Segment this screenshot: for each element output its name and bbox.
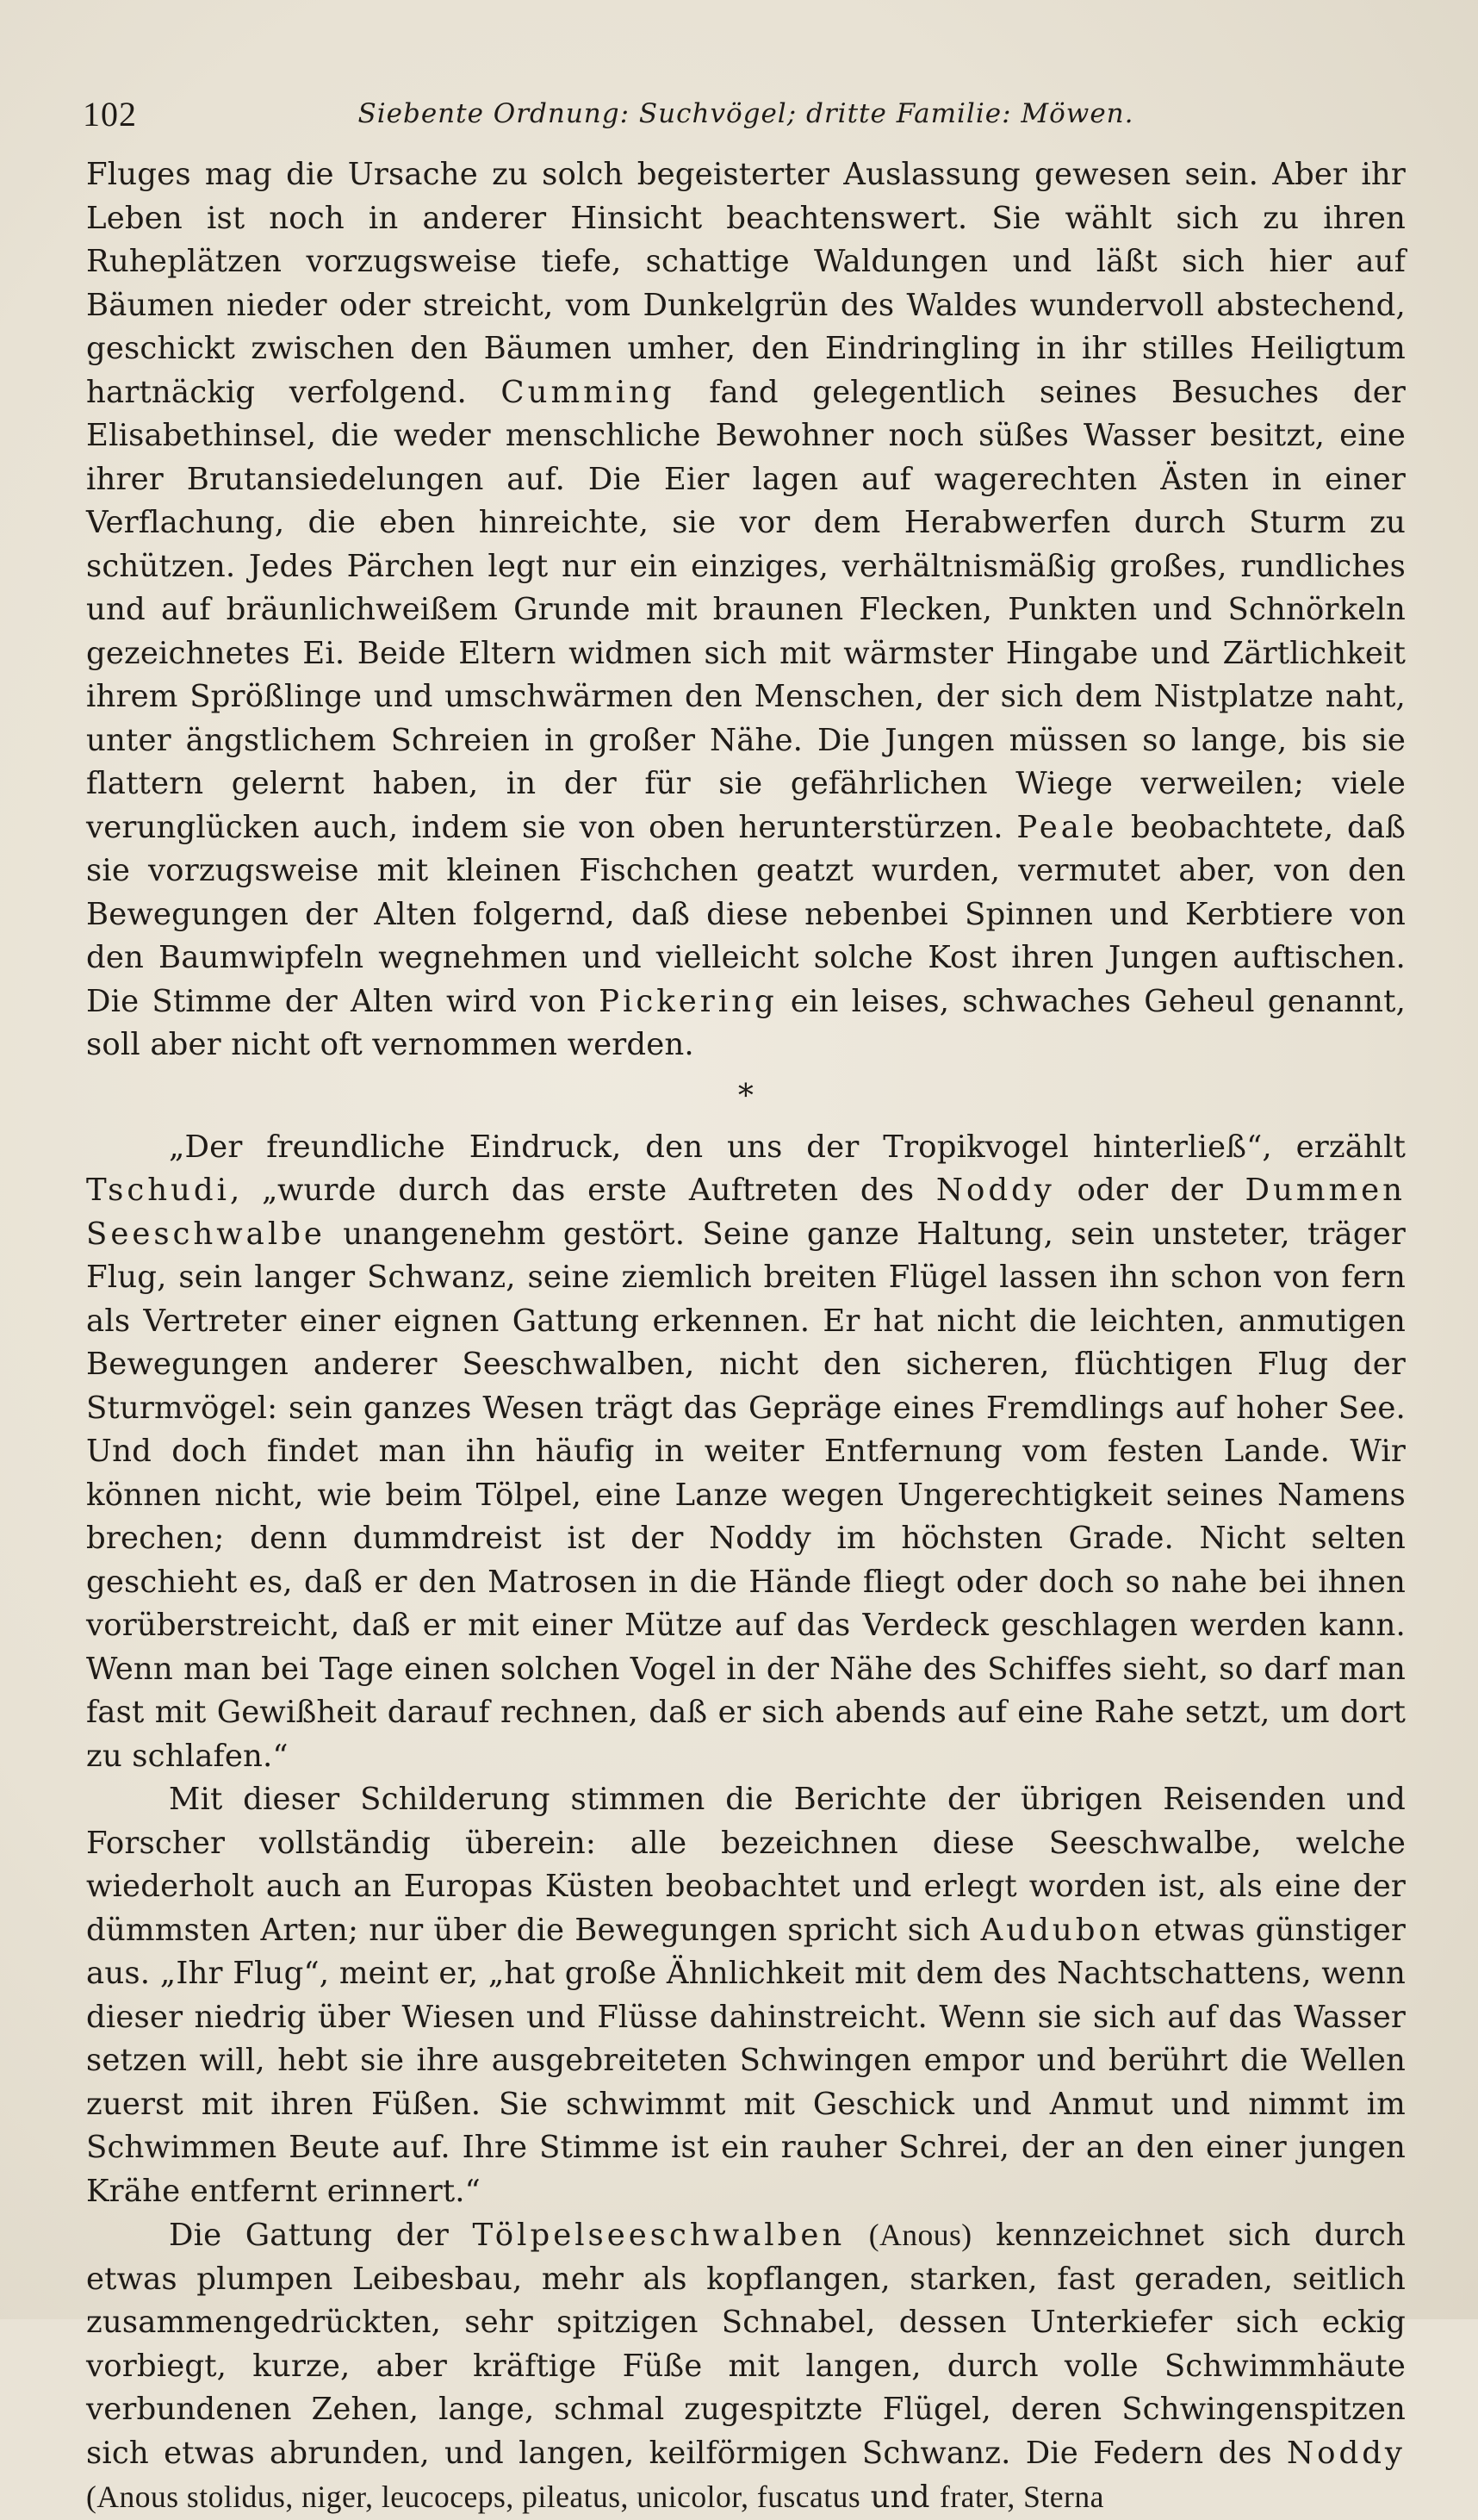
text-run: etwas günstiger aus. „Ihr Flug“, meint er, „hat große Ähnlichkeit mit dem des Nachtschattens, wenn dieser niedrig über Wiesen und Flüsse dahinstreicht. Wenn sie sich auf das Wasser setzen will, hebt sie ihre ausgebreiteten Schwingen empor und berührt die Wellen zuerst mit ihren Füßen. Sie schwimmt mit Geschick und Anmut und nimmt im Schwimmen Beute auf. Ihre Stimme ist ein rauher Schrei, der an den einer jungen Krähe entfernt erinnert.“	[86, 1912, 1406, 2209]
paragraph-genus	[86, 2213, 1406, 2520]
section-separator: *	[737, 1078, 755, 1114]
text-run: Fluges mag die Ursache zu solch begeisterter Auslassung gewesen sein. Aber ihr Leben ist noch in anderer Hinsicht beachtenswert. Sie wählt sich zu ihren Ruheplätzen vorzugsweise tiefe, schattige Waldungen und läßt sich hier auf Bäumen nieder oder streicht, vom Dunkelgrün des Waldes wundervoll abstechend, geschickt zwischen den Bäumen umher, den Eindringling in ihr stilles Heiligtum hartnäckig verfolgend.	[86, 157, 1406, 410]
text-run: beobachtete, daß sie vorzugsweise mit kleinen Fischchen geatzt wurden, vermutet aber, von den Bewegungen der Alten folgernd, daß diese nebenbei Spinnen und Kerbtiere von den Baumwipfeln wegnehmen und vielleicht solche Kost ihren Jungen auftischen. Die Stimme der Alten wird von	[86, 809, 1407, 1019]
species-name: Noddy	[935, 1173, 1055, 1208]
text-run: Mit dieser Schilderung stimmen die Berichte der übrigen Reisenden und Forscher vollständig überein: alle bezeichnen diese Seeschwalbe, welche wiederholt auch an Europas Küsten beobachtet und erlegt worden ist, als eine der dümmsten Arten; nur über die Bewegungen spricht sich	[86, 1782, 1406, 1948]
paragraph-quote-tschudi	[86, 1126, 1406, 1779]
text-run: , „wurde durch das erste Auftreten des	[230, 1173, 915, 1208]
page-header	[83, 90, 1409, 138]
text-run: oder der	[1077, 1173, 1223, 1208]
person-name: Peale	[1016, 809, 1118, 845]
person-name: Tschudi	[86, 1173, 231, 1208]
latin-name: (Anous stolidus, niger, leucoceps, pileatus, unicolor, fuscatus	[86, 2480, 861, 2514]
person-name: Cumming	[500, 374, 675, 410]
latin-name: (Anous)	[868, 2218, 972, 2252]
text-run: kennzeichnet sich durch etwas plumpen Leibesbau, mehr als kopflangen, starken, fast geraden, seitlich zusammengedrückten, sehr spitzigen Schnabel, dessen Unterkiefer sich eckig vorbiegt, kurze, aber kräftige Füße mit langen, durch volle Schwimmhäute verbundenen Zehen, lange, schmal zugespitzte Flügel, deren Schwingenspitzen sich etwas abrunden, und langen, keilförmigen Schwanz. Die Federn des	[86, 2218, 1407, 2471]
genus-name: Tölpelseeschwalben	[472, 2218, 846, 2253]
person-name: Audubon	[980, 1912, 1144, 1948]
body-text	[86, 153, 1406, 2520]
text-run: ein leises, schwaches Geheul genannt, soll aber nicht oft vernommen werden.	[86, 983, 1407, 1062]
person-name: Pickering	[599, 983, 778, 1019]
paragraph-continuation	[86, 153, 1406, 1067]
page-number: 102	[83, 94, 137, 134]
text-run: Die Gattung der	[169, 2218, 449, 2253]
text-run: fand gelegentlich seines Besuches der Elisabethinsel, die weder menschliche Bewohner noch süßes Wasser besitzt, eine ihrer Brutansiedelungen auf. Die Eier lagen auf wagerechten Ästen in einer Verflachung, die eben hinreichte, sie vor dem Herabwerfen durch Sturm zu schützen. Jedes Pärchen legt nur ein einziges, verhältnismäßig großes, rundliches und auf bräunlichweißem Grunde mit braunen Flecken, Punkten und Schnörkeln gezeichnetes Ei. Beide Eltern widmen sich mit wärmster Hingabe und Zärtlichkeit ihrem Sprößlinge und umschwärmen den Menschen, der sich dem Nistplatze naht, unter ängstlichem Schreien in großer Nähe. Die Jungen müssen so lange, bis sie flattern gelernt haben, in der für sie gefährlichen Wiege verweilen; viele verunglücken auch, indem sie von oben herunterstürzen.	[86, 374, 1406, 845]
latin-name: frater, Sterna	[940, 2480, 1104, 2514]
running-head: Siebente Ordnung: Suchvögel; dritte Familie: Möwen.	[357, 98, 1134, 129]
paragraph-reports	[86, 1778, 1406, 2213]
text-run: und	[870, 2480, 930, 2515]
species-name: Dummen Seeschwalbe	[86, 1173, 1407, 1252]
species-name: Noddy	[1287, 2435, 1406, 2471]
text-run: unangenehm gestört. Seine ganze Haltung, sein unsteter, träger Flug, sein langer Schwanz, seine ziemlich breiten Flügel lassen ihn schon von fern als Vertreter einer eignen Gattung erkennen. Er hat nicht die leichten, anmutigen Bewegungen anderer Seeschwalben, nicht den sicheren, flüchtigen Flug der Sturmvögel: sein ganzes Wesen trägt das Gepräge eines Fremdlings auf hoher See. Und doch findet man ihn häufig in weiter Entfernung vom festen Lande. Wir können nicht, wie beim Tölpel, eine Lanze wegen Ungerechtigkeit seines Namens brechen; denn dummdreist ist der Noddy im höchsten Grade. Nicht selten geschieht es, daß er den Matrosen in die Hände fliegt oder doch so nahe bei ihnen vorüberstreicht, daß er mit einer Mütze auf das Verdeck geschlagen werden kann. Wenn man bei Tage einen solchen Vogel in der Nähe des Schiffes sieht, so darf man fast mit Gewißheit darauf rechnen, daß er sich abends auf eine Rahe setzt, um dort zu schlafen.“	[86, 1216, 1407, 1774]
text-run: „Der freundliche Eindruck, den uns der Tropikvogel hinterließ“, erzählt	[169, 1129, 1406, 1165]
